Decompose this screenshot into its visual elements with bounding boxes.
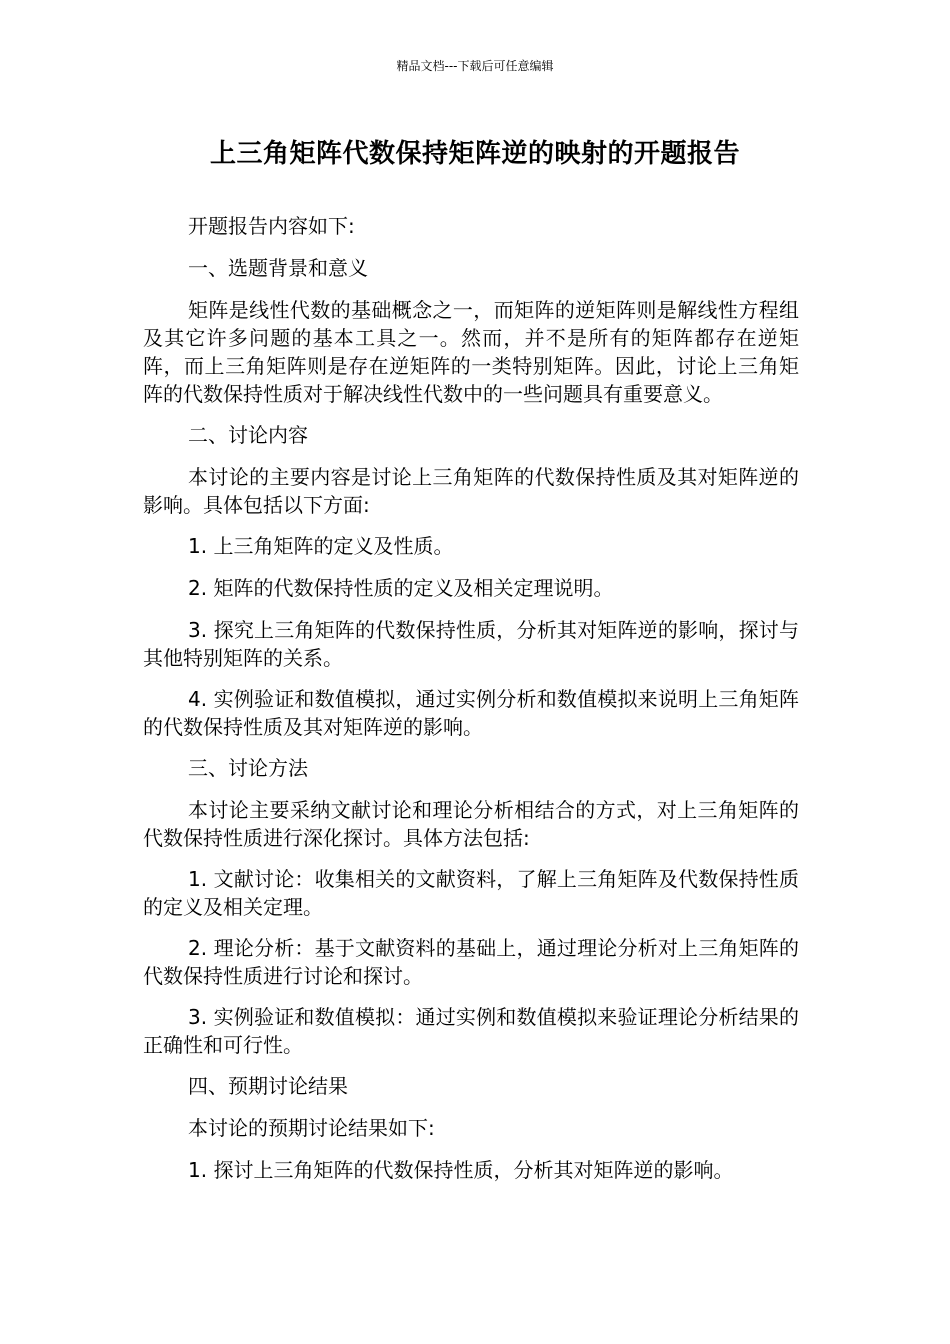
document-title: 上三角矩阵代数保持矩阵逆的映射的开题报告 <box>209 139 740 169</box>
section-heading-results: 四、预期讨论结果 <box>188 1074 348 1098</box>
list-item-content-1: 1. 上三角矩阵的定义及性质。 <box>188 534 454 558</box>
list-item-content-4: 4. 实例验证和数值模拟，通过实例分析和数值模拟来说明上三角矩阵的代数保持性质及其对矩阵逆的影响。 <box>143 687 799 739</box>
document-body <box>143 212 799 1198</box>
paragraph-results-intro: 本讨论的预期讨论结果如下: <box>188 1116 435 1140</box>
section-heading-content: 二、讨论内容 <box>188 423 308 447</box>
paragraph-content-intro: 本讨论的主要内容是讨论上三角矩阵的代数保持性质及其对矩阵逆的影响。具体包括以下方面: <box>143 465 799 517</box>
section-heading-method: 三、讨论方法 <box>188 756 308 780</box>
list-item-results-1: 1. 探讨上三角矩阵的代数保持性质，分析其对矩阵逆的影响。 <box>188 1158 734 1182</box>
paragraph-method-intro: 本讨论主要采纳文献讨论和理论分析相结合的方式，对上三角矩阵的代数保持性质进行深化探讨。具体方法包括: <box>143 798 799 850</box>
section-heading-background: 一、选题背景和意义 <box>188 256 368 280</box>
list-item-method-1: 1. 文献讨论：收集相关的文献资料，了解上三角矩阵及代数保持性质的定义及相关定理。 <box>143 867 799 919</box>
intro-line: 开题报告内容如下: <box>188 214 355 238</box>
paragraph-background: 矩阵是线性代数的基础概念之一，而矩阵的逆矩阵则是解线性方程组及其它许多问题的基本工具之一。然而，并不是所有的矩阵都存在逆矩阵，而上三角矩阵则是存在逆矩阵的一类特别矩阵。因此，讨论上三角矩阵的代数保持性质对于解决线性代数中的一些问题具有重要意义。 <box>143 298 799 406</box>
list-item-method-2: 2. 理论分析：基于文献资料的基础上，通过理论分析对上三角矩阵的代数保持性质进行讨论和探讨。 <box>143 936 799 988</box>
list-item-content-2: 2. 矩阵的代数保持性质的定义及相关定理说明。 <box>188 576 614 600</box>
list-item-content-3: 3. 探究上三角矩阵的代数保持性质，分析其对矩阵逆的影响，探讨与其他特别矩阵的关系。 <box>143 618 799 670</box>
list-item-method-3: 3. 实例验证和数值模拟：通过实例和数值模拟来验证理论分析结果的正确性和可行性。 <box>143 1005 799 1057</box>
header-note: 精品文档---下载后可任意编辑 <box>396 59 554 73</box>
